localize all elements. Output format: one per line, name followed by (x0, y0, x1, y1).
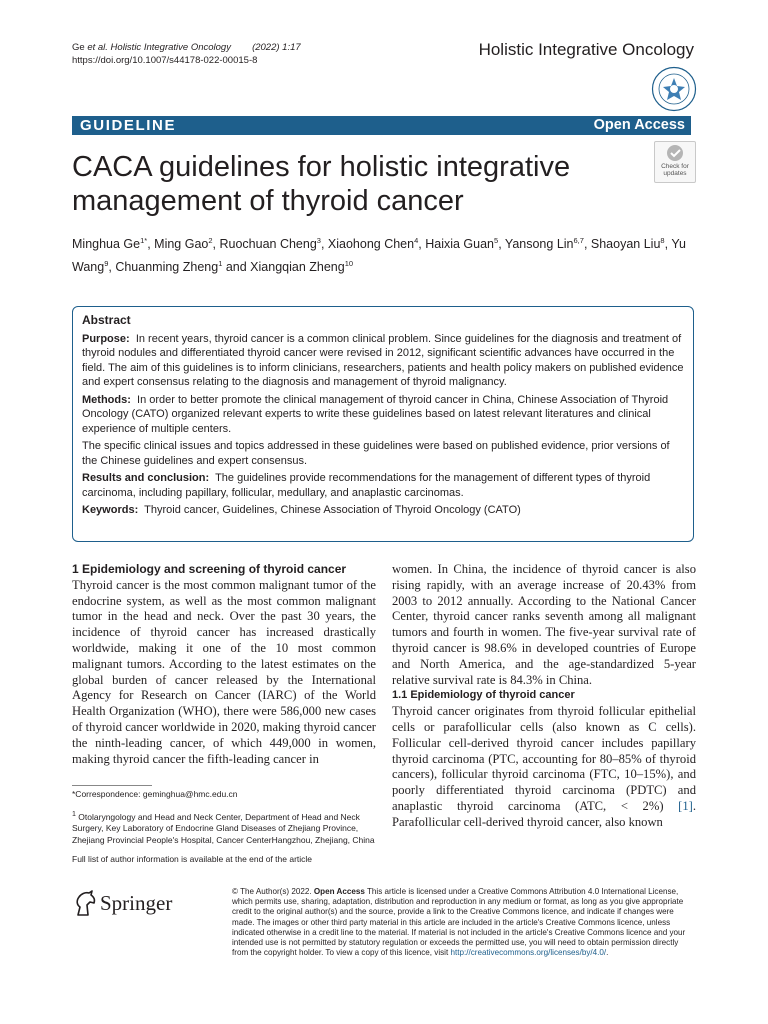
author-name[interactable]: Ruochuan Cheng (219, 237, 317, 251)
author-name[interactable]: Ming Gao (154, 237, 209, 251)
results-label: Results and conclusion: (82, 472, 210, 484)
author-name[interactable]: Haixia Guan (425, 237, 495, 251)
author-name[interactable]: Xiaohong Chen (327, 237, 415, 251)
footnote-divider (72, 785, 152, 786)
author-affiliation-sup: 6,7 (573, 236, 584, 245)
license-statement (232, 887, 692, 958)
subsection-1-1-heading: 1.1 Epidemiology of thyroid cancer (392, 689, 575, 702)
license-prefix: © The Author(s) 2022. (232, 887, 314, 896)
author-affiliation-sup: 8 (660, 236, 665, 245)
article-title: CACA guidelines for holistic integrative management of thyroid cancer (72, 151, 571, 217)
citation-etal: et al. (87, 42, 108, 53)
affiliation-number: 1 (72, 810, 76, 818)
section-1-heading: 1 Epidemiology and screening of thyroid cancer (72, 562, 347, 576)
license-suffix: . (606, 948, 609, 958)
article-type-banner (72, 116, 691, 135)
author-affiliation-sup: 1* (140, 236, 148, 245)
author-affiliation-sup: 4 (414, 236, 419, 245)
body-right-column (392, 562, 696, 831)
author-affiliation-sup: 5 (494, 236, 499, 245)
check-for-updates-button[interactable] (654, 141, 696, 183)
open-access-label: Open Access (593, 117, 685, 133)
subsection-text: Thyroid cancer originates from thyroid follicular epithelial cells or parafollicular cells (also known as C cells). Follicular cell-derived thyroid cancer includes papillary thyroid carcinoma (PTC, accounting for 80–85% of thyroid cancers), follicular thyroid carcinoma (FTC, 10–15%), and poorly differentiated thyroid carcinoma (PDTC) and anaplastic thyroid carcinoma (ATC, < 2%) (392, 704, 696, 813)
license-text: This article is licensed under a Creative Commons Attribution 4.0 International License, which permits use, sharing, adaptation, distribution and reproduction in any medium or format, as long as you give appropriate credit to the original author(s) and the source, provide a link to the Creative Commons licence, and indicate if changes were made. The images or other third party material in this article are included in the article's Creative Commons licence, unless indicated otherwise in a credit line to the material. If material is not included in the article's Creative Commons licence and your intended use is not permitted by statutory regulation or exceeds the permitted use, you will need to obtain permission directly from the copyright holder. To view a copy of this licence, visit (232, 887, 686, 958)
full-author-info-note: Full list of author information is available at the end of the article (72, 854, 313, 864)
abstract-box (72, 306, 694, 542)
author-name[interactable]: Chuanming Zheng (115, 260, 219, 274)
keywords-text: Thyroid cancer, Guidelines, Chinese Association of Thyroid Oncology (CATO) (144, 504, 521, 516)
subsection-tail: . Parafollicular cell-derived thyroid cancer, also known (392, 798, 696, 829)
publisher-name: Springer (100, 891, 173, 915)
methods-label: Methods: (82, 393, 131, 406)
license-url-link[interactable]: http://creativecommons.org/licenses/by/4.0/ (450, 948, 607, 958)
license-open-access: Open Access (313, 887, 365, 896)
article-type-label: GUIDELINE (80, 117, 177, 134)
author-name[interactable]: Minghua Ge (72, 237, 141, 251)
journal-emblem-icon (651, 66, 697, 112)
check-updates-icon (655, 142, 695, 164)
journal-name: Holistic Integrative Oncology (478, 40, 694, 59)
author-affiliation-sup: 10 (344, 259, 354, 268)
abstract-methods-2: The specific clinical issues and topics addressed in these guidelines were based on published evidence, prior versions of the Chinese guidelines and expert consensus. (82, 440, 670, 467)
correspondence-note: *Correspondence: geminghua@hmc.edu.cn (72, 789, 238, 799)
author-affiliation-sup: 2 (208, 236, 213, 245)
doi-link[interactable]: https://doi.org/10.1007/s44178-022-00015-8 (72, 55, 258, 66)
subsection-1-1-paragraph (392, 704, 696, 830)
author-name[interactable]: Yu Wang (72, 237, 686, 274)
springer-horse-icon (72, 889, 98, 917)
author-affiliation-sup: 9 (104, 259, 109, 268)
abstract-keywords (82, 503, 685, 518)
author-affiliation-sup: 3 (316, 236, 321, 245)
citation-journal: Holistic Integrative Oncology (107, 42, 231, 53)
check-updates-label: Check for updates (661, 163, 689, 177)
abstract-results (82, 471, 685, 500)
results-text: The guidelines provide recommendations for the management of different types of thyroid carcinoma, including papillary, follicular, medullary, and anaplastic carcinomas. (82, 472, 651, 499)
methods-text: In order to better promote the clinical management of thyroid cancer in China, Chinese Association of Thyroid Oncology (CATO) organized relevant experts to write these guidelines based on latest relevant literatures and clinical experience of multiple centers. (82, 393, 669, 435)
affiliation-text: Otolaryngology and Head and Neck Center, Department of Head and Neck Surgery, Key Laboratory of Endocrine Gland Diseases of Zhejiang Province, Zhejiang Provincial People's Hospital, Cancer CenterHangzhou, Zhejiang, China (72, 811, 375, 845)
body-left-column (72, 562, 376, 767)
author-affiliation-sup: 1 (218, 259, 223, 268)
purpose-label: Purpose: (82, 332, 130, 345)
abstract-methods (82, 393, 685, 437)
purpose-text: In recent years, thyroid cancer is a common clinical problem. Since guidelines for the diagnosis and treatment of thyroid nodules and differentiated thyroid cancer were revised in 2012, significant scientific advances have occurred in the field. The aim of this guidelines is to inform clinicians, researchers, patients and health policy makers on published evidence and expert consensus relating to the diagnosis and management of thyroid malignancy. (82, 332, 684, 388)
keywords-label: Keywords: (82, 504, 139, 516)
reference-link[interactable]: [1] (678, 798, 693, 813)
author-name[interactable]: Yansong Lin (504, 237, 574, 251)
author-name[interactable]: Shaoyan Liu (590, 237, 661, 251)
author-list: Minghua $Ge^{1*}$, Ming Gao$^2$, Ruochuan Cheng$^3$, Xiaohong Chen$^4$, Haixia Guan$^5$, Yansong Lin$^{6,7}$, Shaoyan Liu$^8$, Yu Wang$^9$, Chuanming Zheng$^1$ and Xiangqian Zheng$^{10}$ (72, 236, 686, 274)
abstract-purpose (82, 332, 685, 390)
author-name[interactable]: Xiangqian Zheng (250, 260, 345, 274)
section-1-paragraph: Thyroid cancer is the most common malignant tumor of the endocrine system, as well as the most common malignant tumor in the head and neck. Over the past 30 years, the incidence of thyroid cancer has increased drastically worldwide, making it one of the 10 most common malignant tumors. According to the latest estimates on the global burden of cancer released by the International Agency for Research on Cancer (IARC) of the World Health Organization (WHO), there were 586,000 new cases of thyroid cancer worldwide in 2020, making thyroid cancer the ninth-leading cancer, of which 449,000 in women, making thyroid cancer the fifth-leading cancer in (72, 577, 376, 766)
abstract-heading: Abstract (82, 313, 131, 327)
article-citation (72, 41, 301, 67)
citation-year: (2022) 1:17 (252, 42, 301, 53)
citation-authors: Ge (72, 42, 88, 53)
affiliation-note (72, 809, 377, 846)
right-column-paragraph: women. In China, the incidence of thyroid cancer is also rising rapidly, with an average increase of 20.43% from 2003 to 2012 annually. According to the National Cancer Center, thyroid cancer ranks seventh among all malignant tumors and fourth in women. The five-year survival rate of thyroid cancer is 98.6% in developed countries of Europe and North America, and the age-standardized 5-year relative survival rate is 84.3% in China. (392, 562, 696, 687)
